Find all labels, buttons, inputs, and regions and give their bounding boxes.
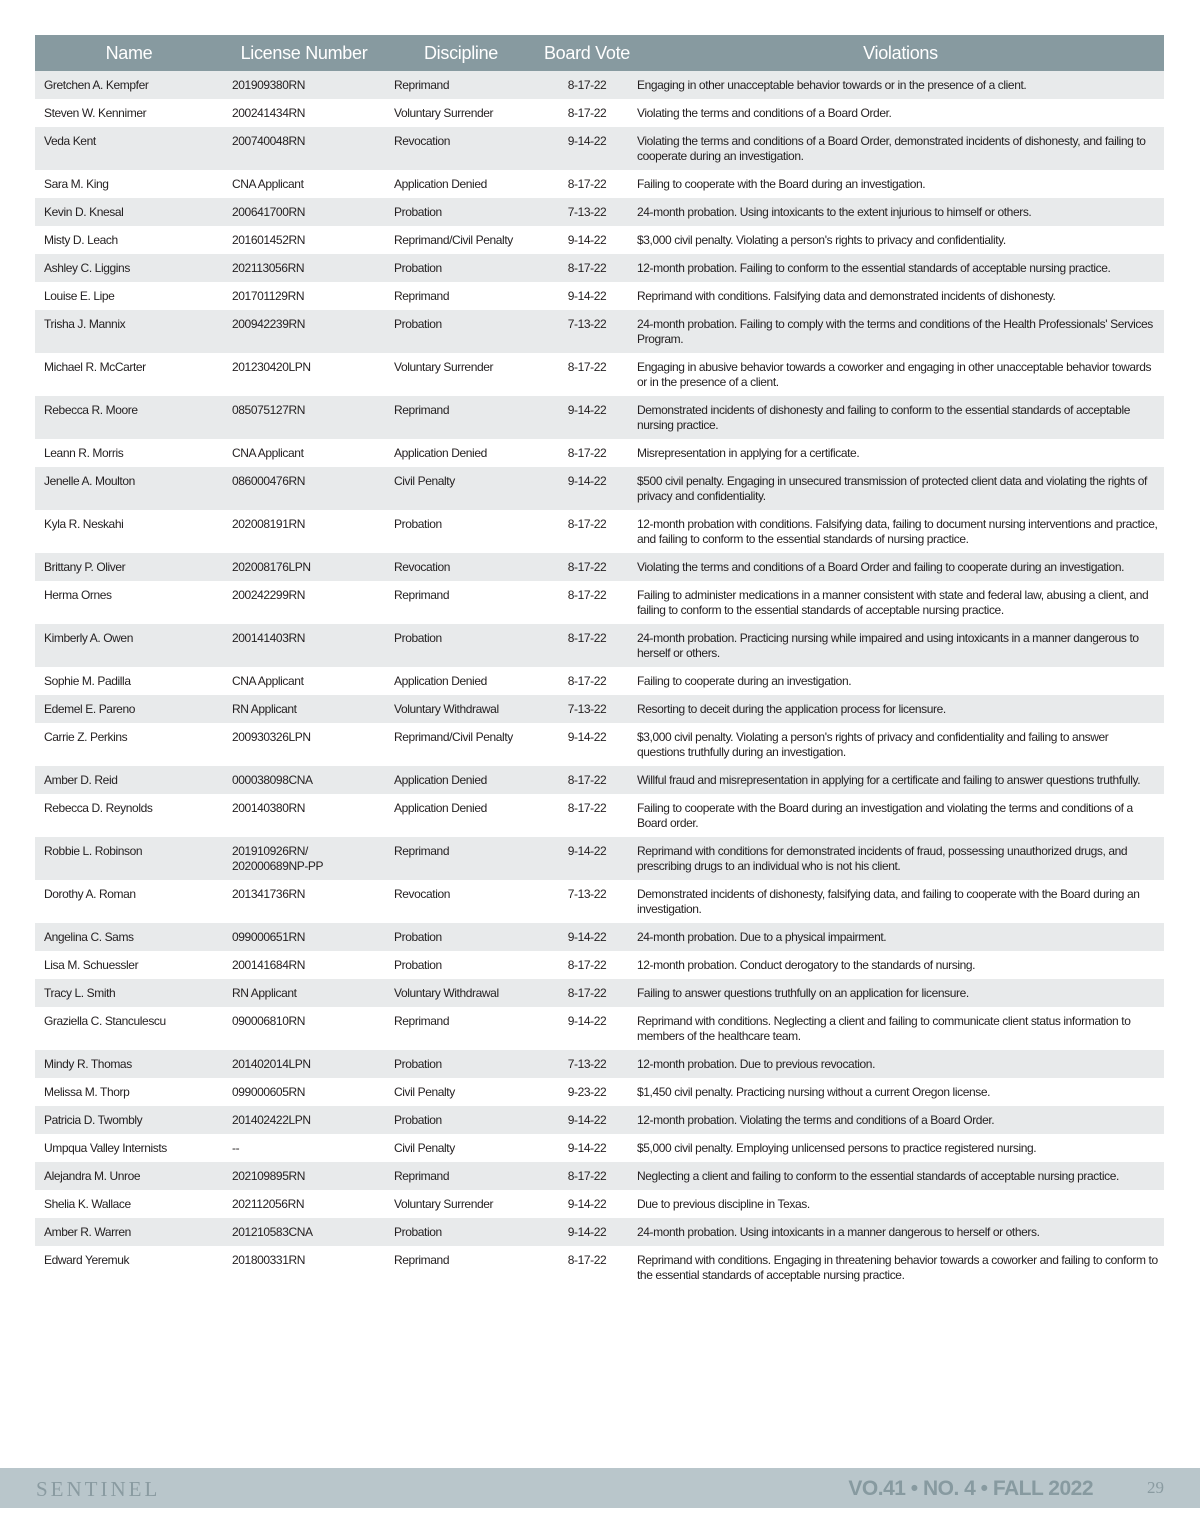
table-body	[35, 71, 1164, 1289]
cell-discipline: Probation	[385, 1050, 537, 1078]
cell-board-vote: 9-14-22	[537, 1106, 637, 1134]
cell-name: Misty D. Leach	[35, 226, 223, 254]
cell-board-vote: 8-17-22	[537, 553, 637, 581]
cell-name: Kyla R. Neskahi	[35, 510, 223, 553]
cell-name: Lisa M. Schuessler	[35, 951, 223, 979]
table-row	[35, 923, 1164, 951]
cell-board-vote: 8-17-22	[537, 667, 637, 695]
table-row	[35, 467, 1164, 510]
cell-board-vote: 9-14-22	[537, 467, 637, 510]
header-discipline: Discipline	[385, 35, 537, 71]
cell-violations: 24-month probation. Failing to comply with the terms and conditions of the Health Professionals' Services Program.	[637, 310, 1164, 353]
cell-license-number: 200942239RN	[223, 310, 385, 353]
cell-discipline: Voluntary Surrender	[385, 1190, 537, 1218]
cell-violations: Demonstrated incidents of dishonesty, falsifying data, and failing to cooperate with the Board during an investigation.	[637, 880, 1164, 923]
cell-violations: 12-month probation. Conduct derogatory to the standards of nursing.	[637, 951, 1164, 979]
cell-license-number: 200241434RN	[223, 99, 385, 127]
cell-violations: Failing to cooperate during an investigation.	[637, 667, 1164, 695]
table-row	[35, 794, 1164, 837]
cell-board-vote: 8-17-22	[537, 1246, 637, 1289]
cell-discipline: Reprimand/Civil Penalty	[385, 226, 537, 254]
table-row	[35, 1050, 1164, 1078]
cell-name: Kimberly A. Owen	[35, 624, 223, 667]
cell-discipline: Civil Penalty	[385, 1134, 537, 1162]
page-number: 29	[1147, 1478, 1164, 1497]
header-license-number: License Number	[223, 35, 385, 71]
cell-discipline: Probation	[385, 198, 537, 226]
header-name: Name	[35, 35, 223, 71]
cell-license-number: 099000605RN	[223, 1078, 385, 1106]
cell-board-vote: 9-14-22	[537, 396, 637, 439]
cell-discipline: Probation	[385, 624, 537, 667]
cell-license-number: --	[223, 1134, 385, 1162]
cell-name: Gretchen A. Kempfer	[35, 71, 223, 99]
cell-board-vote: 9-14-22	[537, 837, 637, 880]
cell-discipline: Civil Penalty	[385, 467, 537, 510]
table-row	[35, 226, 1164, 254]
cell-license-number: 200140380RN	[223, 794, 385, 837]
cell-name: Veda Kent	[35, 127, 223, 170]
cell-violations: $3,000 civil penalty. Violating a person's rights of privacy and confidentiality and failing to answer questions truthfully during an investigation.	[637, 723, 1164, 766]
table-row	[35, 695, 1164, 723]
cell-discipline: Voluntary Withdrawal	[385, 979, 537, 1007]
cell-license-number: 200141684RN	[223, 951, 385, 979]
cell-discipline: Reprimand	[385, 1162, 537, 1190]
table-row	[35, 127, 1164, 170]
cell-name: Angelina C. Sams	[35, 923, 223, 951]
header-board-vote: Board Vote	[537, 35, 637, 71]
cell-violations: 12-month probation. Violating the terms and conditions of a Board Order.	[637, 1106, 1164, 1134]
cell-discipline: Probation	[385, 1218, 537, 1246]
cell-board-vote: 8-17-22	[537, 170, 637, 198]
table-row	[35, 396, 1164, 439]
table-row	[35, 1134, 1164, 1162]
table-row	[35, 71, 1164, 99]
cell-board-vote: 8-17-22	[537, 581, 637, 624]
cell-license-number: 201230420LPN	[223, 353, 385, 396]
cell-license-number: 201909380RN	[223, 71, 385, 99]
cell-discipline: Voluntary Surrender	[385, 99, 537, 127]
table-row	[35, 510, 1164, 553]
cell-name: Sophie M. Padilla	[35, 667, 223, 695]
table-row	[35, 723, 1164, 766]
cell-discipline: Reprimand	[385, 282, 537, 310]
cell-name: Louise E. Lipe	[35, 282, 223, 310]
cell-name: Brittany P. Oliver	[35, 553, 223, 581]
cell-license-number: 201341736RN	[223, 880, 385, 923]
cell-board-vote: 9-14-22	[537, 923, 637, 951]
cell-license-number: 201402422LPN	[223, 1106, 385, 1134]
cell-name: Patricia D. Twombly	[35, 1106, 223, 1134]
cell-discipline: Reprimand	[385, 396, 537, 439]
cell-license-number: 200740048RN	[223, 127, 385, 170]
cell-name: Dorothy A. Roman	[35, 880, 223, 923]
cell-board-vote: 9-14-22	[537, 1134, 637, 1162]
cell-board-vote: 9-14-22	[537, 127, 637, 170]
cell-board-vote: 9-14-22	[537, 1190, 637, 1218]
cell-name: Mindy R. Thomas	[35, 1050, 223, 1078]
cell-name: Steven W. Kennimer	[35, 99, 223, 127]
cell-violations: Violating the terms and conditions of a Board Order.	[637, 99, 1164, 127]
cell-violations: 24-month probation. Using intoxicants to the extent injurious to himself or others.	[637, 198, 1164, 226]
cell-name: Sara M. King	[35, 170, 223, 198]
cell-violations: Engaging in abusive behavior towards a coworker and engaging in other unacceptable behavior towards or in the presence of a client.	[637, 353, 1164, 396]
cell-violations: 24-month probation. Using intoxicants in a manner dangerous to herself or others.	[637, 1218, 1164, 1246]
issue-label: VO.41 • NO. 4 • FALL 2022	[848, 1477, 1093, 1500]
cell-license-number: CNA Applicant	[223, 667, 385, 695]
cell-board-vote: 9-14-22	[537, 282, 637, 310]
table-row	[35, 1078, 1164, 1106]
cell-board-vote: 7-13-22	[537, 310, 637, 353]
cell-license-number: 202109895RN	[223, 1162, 385, 1190]
table-row	[35, 1190, 1164, 1218]
cell-discipline: Revocation	[385, 127, 537, 170]
cell-board-vote: 8-17-22	[537, 510, 637, 553]
cell-license-number: 200141403RN	[223, 624, 385, 667]
table-row	[35, 1246, 1164, 1289]
cell-violations: 12-month probation with conditions. Falsifying data, failing to document nursing interventions and practice, and failing to conform to the essential standards of nursing practice.	[637, 510, 1164, 553]
cell-license-number: 201210583CNA	[223, 1218, 385, 1246]
cell-violations: Due to previous discipline in Texas.	[637, 1190, 1164, 1218]
cell-violations: Violating the terms and conditions of a Board Order, demonstrated incidents of dishonesty, and failing to cooperate during an investigation.	[637, 127, 1164, 170]
cell-discipline: Probation	[385, 1106, 537, 1134]
page-footer	[0, 1468, 1200, 1508]
cell-discipline: Probation	[385, 951, 537, 979]
cell-name: Michael R. McCarter	[35, 353, 223, 396]
cell-discipline: Application Denied	[385, 766, 537, 794]
cell-license-number: 090006810RN	[223, 1007, 385, 1050]
cell-board-vote: 8-17-22	[537, 951, 637, 979]
cell-board-vote: 9-14-22	[537, 226, 637, 254]
cell-license-number: 202112056RN	[223, 1190, 385, 1218]
cell-license-number: 201800331RN	[223, 1246, 385, 1289]
cell-name: Shelia K. Wallace	[35, 1190, 223, 1218]
cell-discipline: Application Denied	[385, 439, 537, 467]
table-row	[35, 837, 1164, 880]
cell-board-vote: 8-17-22	[537, 254, 637, 282]
table-row	[35, 951, 1164, 979]
cell-violations: Willful fraud and misrepresentation in applying for a certificate and failing to answer questions truthfully.	[637, 766, 1164, 794]
table-row	[35, 353, 1164, 396]
cell-board-vote: 8-17-22	[537, 99, 637, 127]
cell-discipline: Reprimand/Civil Penalty	[385, 723, 537, 766]
cell-license-number: 086000476RN	[223, 467, 385, 510]
cell-license-number: 201601452RN	[223, 226, 385, 254]
cell-license-number: 000038098CNA	[223, 766, 385, 794]
cell-license-number: 099000651RN	[223, 923, 385, 951]
cell-discipline: Reprimand	[385, 837, 537, 880]
table-row	[35, 1162, 1164, 1190]
cell-violations: Reprimand with conditions. Neglecting a client and failing to communicate client status information to members of the healthcare team.	[637, 1007, 1164, 1050]
cell-violations: $500 civil penalty. Engaging in unsecured transmission of protected client data and violating the rights of privacy and confidentiality.	[637, 467, 1164, 510]
cell-board-vote: 8-17-22	[537, 353, 637, 396]
cell-violations: Neglecting a client and failing to conform to the essential standards of acceptable nursing practice.	[637, 1162, 1164, 1190]
cell-discipline: Application Denied	[385, 667, 537, 695]
table-row	[35, 198, 1164, 226]
cell-license-number: RN Applicant	[223, 979, 385, 1007]
cell-violations: Failing to cooperate with the Board during an investigation and violating the terms and conditions of a Board order.	[637, 794, 1164, 837]
cell-name: Kevin D. Knesal	[35, 198, 223, 226]
cell-violations: 24-month probation. Due to a physical impairment.	[637, 923, 1164, 951]
cell-name: Alejandra M. Unroe	[35, 1162, 223, 1190]
cell-name: Graziella C. Stanculescu	[35, 1007, 223, 1050]
cell-license-number: CNA Applicant	[223, 439, 385, 467]
cell-discipline: Voluntary Withdrawal	[385, 695, 537, 723]
table-row	[35, 1106, 1164, 1134]
header-violations: Violations	[637, 35, 1164, 71]
cell-board-vote: 8-17-22	[537, 979, 637, 1007]
cell-board-vote: 7-13-22	[537, 695, 637, 723]
cell-name: Robbie L. Robinson	[35, 837, 223, 880]
cell-violations: Failing to administer medications in a manner consistent with state and federal law, abusing a client, and failing to conform to the essential standards of acceptable nursing practice.	[637, 581, 1164, 624]
cell-name: Carrie Z. Perkins	[35, 723, 223, 766]
cell-discipline: Probation	[385, 310, 537, 353]
cell-license-number: 200641700RN	[223, 198, 385, 226]
table-row	[35, 667, 1164, 695]
cell-license-number: 202113056RN	[223, 254, 385, 282]
cell-board-vote: 9-14-22	[537, 1218, 637, 1246]
cell-name: Edemel E. Pareno	[35, 695, 223, 723]
cell-name: Ashley C. Liggins	[35, 254, 223, 282]
cell-name: Umpqua Valley Internists	[35, 1134, 223, 1162]
cell-discipline: Voluntary Surrender	[385, 353, 537, 396]
cell-violations: $1,450 civil penalty. Practicing nursing without a current Oregon license.	[637, 1078, 1164, 1106]
cell-discipline: Probation	[385, 923, 537, 951]
cell-discipline: Reprimand	[385, 1007, 537, 1050]
cell-license-number: RN Applicant	[223, 695, 385, 723]
cell-board-vote: 9-23-22	[537, 1078, 637, 1106]
cell-board-vote: 8-17-22	[537, 766, 637, 794]
cell-license-number: 201701129RN	[223, 282, 385, 310]
table-row	[35, 624, 1164, 667]
cell-name: Herma Ornes	[35, 581, 223, 624]
cell-discipline: Civil Penalty	[385, 1078, 537, 1106]
cell-board-vote: 8-17-22	[537, 1162, 637, 1190]
cell-name: Tracy L. Smith	[35, 979, 223, 1007]
cell-violations: Reprimand with conditions for demonstrated incidents of fraud, possessing unauthorized drugs, and prescribing drugs to an individual who is not his client.	[637, 837, 1164, 880]
cell-discipline: Reprimand	[385, 71, 537, 99]
cell-discipline: Application Denied	[385, 170, 537, 198]
table-row	[35, 170, 1164, 198]
cell-board-vote: 8-17-22	[537, 794, 637, 837]
table-row	[35, 282, 1164, 310]
cell-name: Trisha J. Mannix	[35, 310, 223, 353]
cell-violations: Resorting to deceit during the application process for licensure.	[637, 695, 1164, 723]
cell-board-vote: 7-13-22	[537, 1050, 637, 1078]
cell-board-vote: 7-13-22	[537, 880, 637, 923]
cell-violations: Failing to answer questions truthfully on an application for licensure.	[637, 979, 1164, 1007]
cell-board-vote: 8-17-22	[537, 439, 637, 467]
cell-violations: Violating the terms and conditions of a Board Order and failing to cooperate during an investigation.	[637, 553, 1164, 581]
cell-license-number: 201402014LPN	[223, 1050, 385, 1078]
cell-violations: 12-month probation. Due to previous revocation.	[637, 1050, 1164, 1078]
table-row	[35, 553, 1164, 581]
cell-violations: Misrepresentation in applying for a certificate.	[637, 439, 1164, 467]
cell-discipline: Reprimand	[385, 581, 537, 624]
publication-name: SENTINEL	[36, 1477, 161, 1501]
cell-name: Rebecca D. Reynolds	[35, 794, 223, 837]
cell-violations: 12-month probation. Failing to conform to the essential standards of acceptable nursing practice.	[637, 254, 1164, 282]
cell-license-number: 085075127RN	[223, 396, 385, 439]
cell-violations: Reprimand with conditions. Engaging in threatening behavior towards a coworker and failing to conform to the essential standards of acceptable nursing practice.	[637, 1246, 1164, 1289]
cell-violations: $3,000 civil penalty. Violating a person's rights to privacy and confidentiality.	[637, 226, 1164, 254]
cell-name: Rebecca R. Moore	[35, 396, 223, 439]
cell-name: Leann R. Morris	[35, 439, 223, 467]
cell-license-number: 202008191RN	[223, 510, 385, 553]
cell-discipline: Revocation	[385, 880, 537, 923]
table-row	[35, 99, 1164, 127]
table-row	[35, 254, 1164, 282]
cell-violations: Reprimand with conditions. Falsifying data and demonstrated incidents of dishonesty.	[637, 282, 1164, 310]
cell-violations: Demonstrated incidents of dishonesty and failing to conform to the essential standards of acceptable nursing practice.	[637, 396, 1164, 439]
cell-license-number: 200930326LPN	[223, 723, 385, 766]
cell-name: Edward Yeremuk	[35, 1246, 223, 1289]
discipline-table	[35, 35, 1164, 1289]
discipline-table-container	[35, 35, 1164, 1289]
table-header	[35, 35, 1164, 71]
cell-discipline: Application Denied	[385, 794, 537, 837]
cell-discipline: Probation	[385, 510, 537, 553]
table-row	[35, 880, 1164, 923]
cell-board-vote: 9-14-22	[537, 1007, 637, 1050]
cell-name: Melissa M. Thorp	[35, 1078, 223, 1106]
cell-board-vote: 9-14-22	[537, 723, 637, 766]
cell-violations: 24-month probation. Practicing nursing while impaired and using intoxicants in a manner dangerous to herself or others.	[637, 624, 1164, 667]
cell-license-number: CNA Applicant	[223, 170, 385, 198]
cell-violations: Failing to cooperate with the Board during an investigation.	[637, 170, 1164, 198]
cell-license-number: 200242299RN	[223, 581, 385, 624]
table-row	[35, 310, 1164, 353]
cell-name: Amber D. Reid	[35, 766, 223, 794]
cell-discipline: Reprimand	[385, 1246, 537, 1289]
table-row	[35, 581, 1164, 624]
cell-board-vote: 8-17-22	[537, 71, 637, 99]
table-row	[35, 1007, 1164, 1050]
cell-discipline: Revocation	[385, 553, 537, 581]
cell-name: Jenelle A. Moulton	[35, 467, 223, 510]
cell-board-vote: 7-13-22	[537, 198, 637, 226]
cell-discipline: Probation	[385, 254, 537, 282]
cell-license-number: 201910926RN/ 202000689NP-PP	[223, 837, 385, 880]
cell-name: Amber R. Warren	[35, 1218, 223, 1246]
cell-board-vote: 8-17-22	[537, 624, 637, 667]
cell-violations: Engaging in other unacceptable behavior towards or in the presence of a client.	[637, 71, 1164, 99]
table-row	[35, 979, 1164, 1007]
table-row	[35, 439, 1164, 467]
cell-violations: $5,000 civil penalty. Employing unlicensed persons to practice registered nursing.	[637, 1134, 1164, 1162]
header-row	[35, 35, 1164, 71]
cell-license-number: 202008176LPN	[223, 553, 385, 581]
table-row	[35, 766, 1164, 794]
table-row	[35, 1218, 1164, 1246]
